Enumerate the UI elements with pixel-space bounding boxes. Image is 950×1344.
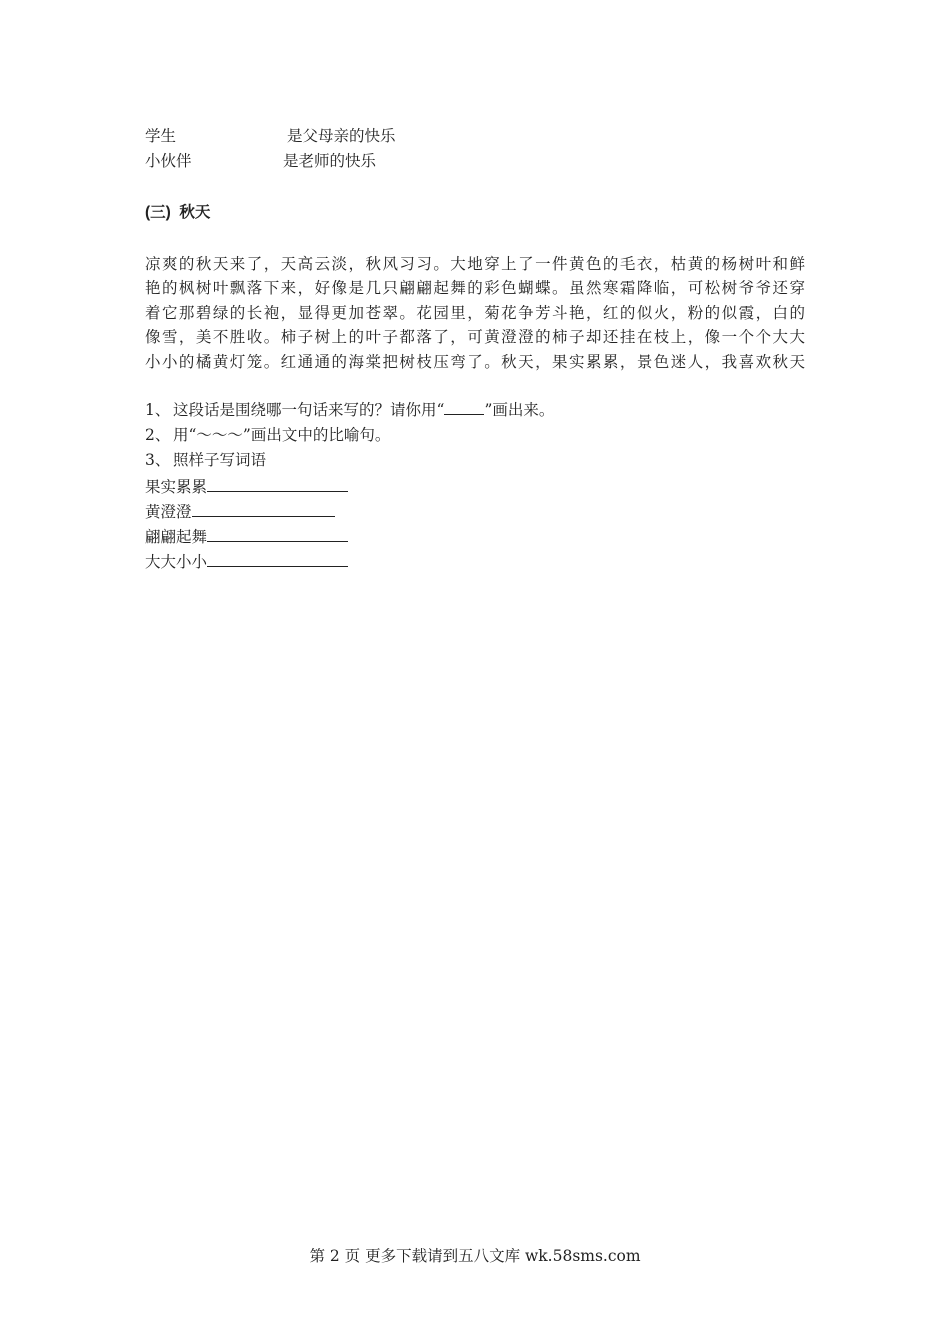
question-3 (145, 450, 266, 470)
question-number: 1、 (145, 401, 171, 419)
example-word: 黄澄澄 (145, 503, 192, 521)
example-row (145, 525, 348, 547)
page-footer: 第 2 页 更多下载请到五八文库 wk.58sms.com (309, 1247, 641, 1265)
question-number: 3、 (145, 451, 171, 469)
example-word: 果实累累 (145, 478, 208, 496)
passage-line: 艳的枫树叶飘落下来，好像是几只翩翩起舞的彩色蝴蝶。虽然寒霜降临，可松树爷爷还穿 (145, 279, 805, 298)
pair-right-2: 是老师的快乐 (283, 152, 377, 170)
example-word: 翩翩起舞 (145, 528, 208, 546)
pair-left-1: 学生 (145, 127, 177, 145)
answer-blank[interactable] (192, 500, 335, 517)
question-text: 照样子写词语 (173, 451, 267, 469)
passage-line: 小小的橘黄灯笼。红通通的海棠把树枝压弯了。秋天，果实累累，景色迷人，我喜欢秋天 (145, 352, 805, 371)
passage-paragraph (145, 252, 805, 374)
question-number: 2、 (145, 426, 171, 444)
answer-blank[interactable] (207, 550, 348, 567)
underline-sample (444, 400, 484, 415)
passage-line: 着它那碧绿的长袍，显得更加苍翠。花园里，菊花争芳斗艳，红的似火，粉的似霞，白的 (145, 303, 805, 322)
question-text-after: ”画出来。 (484, 401, 555, 419)
example-row (145, 550, 348, 572)
question-1 (145, 400, 554, 420)
passage-line: 凉爽的秋天来了，天高云淡，秋风习习。大地穿上了一件黄色的毛衣，枯黄的杨树叶和鲜 (145, 255, 805, 273)
example-row (145, 500, 335, 522)
answer-blank[interactable] (207, 525, 348, 542)
answer-blank[interactable] (207, 475, 348, 492)
question-text: 用“～～～”画出文中的比喻句。 (173, 426, 391, 444)
pair-right-1: 是父母亲的快乐 (287, 127, 396, 145)
passage-line: 像雪，美不胜收。柿子树上的叶子都落了，可黄澄澄的柿子却还挂在枝上，像一个个大大 (145, 328, 805, 347)
example-word: 大大小小 (145, 553, 208, 571)
question-2 (145, 425, 390, 445)
question-text-before: 这段话是围绕哪一句话来写的？请你用“ (173, 401, 445, 419)
pair-left-2: 小伙伴 (145, 152, 192, 170)
example-row (145, 475, 348, 497)
section-title: (三) 秋天 (145, 204, 211, 221)
